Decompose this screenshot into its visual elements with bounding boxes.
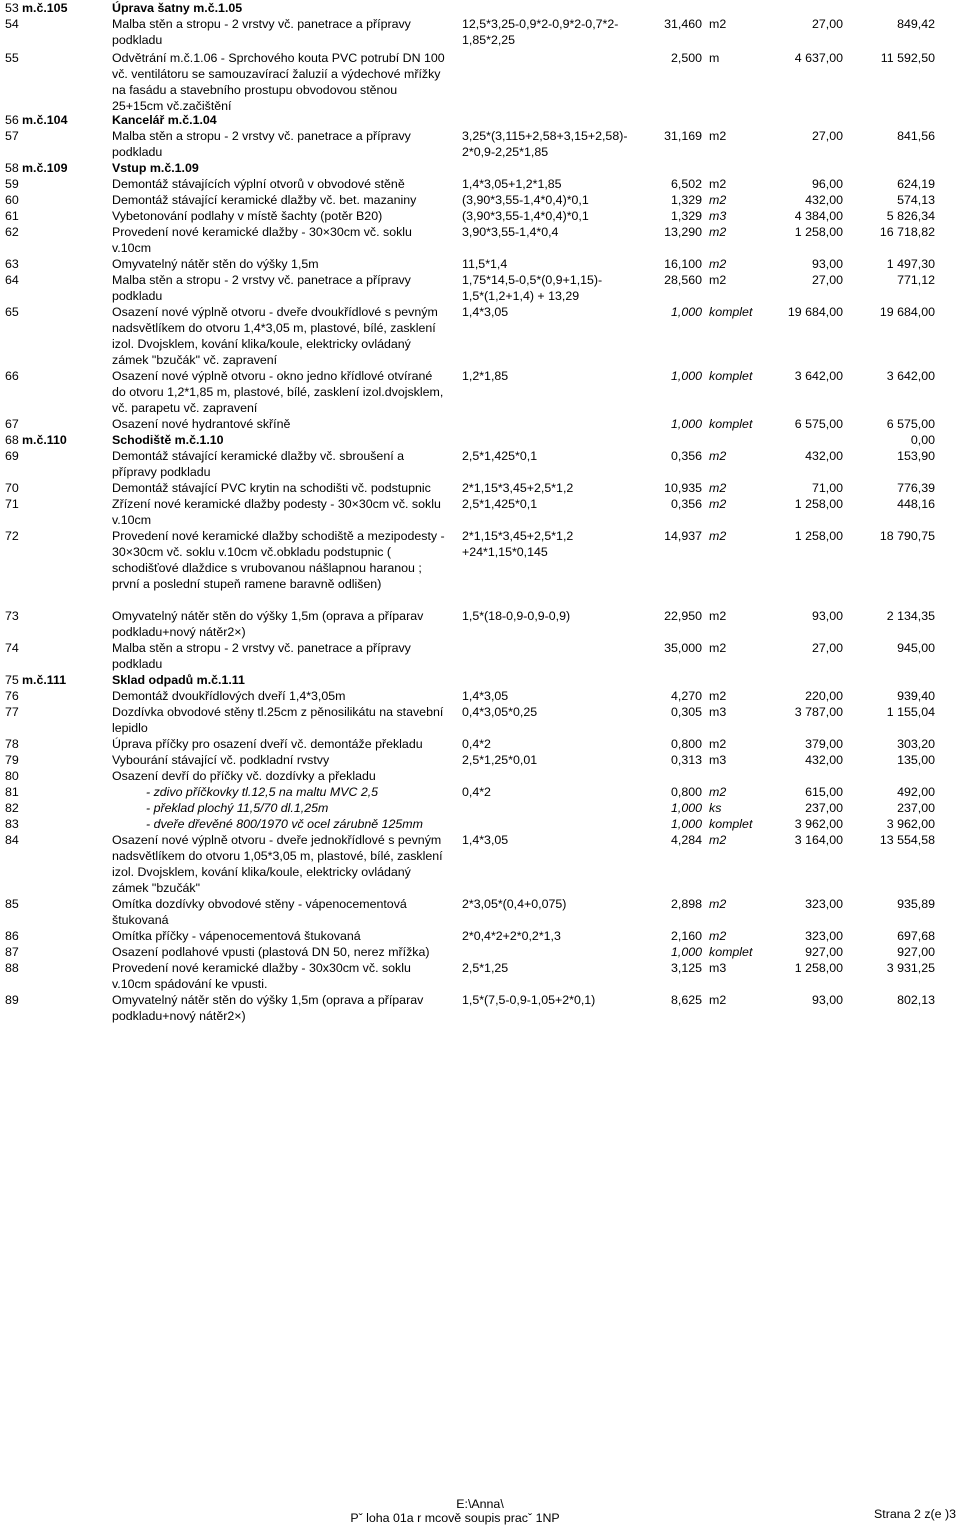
unit-price: 6 575,00 (794, 417, 843, 431)
row-number: 60 (5, 193, 19, 207)
unit: m2 (709, 273, 727, 287)
quantity: 0,356 (670, 449, 702, 463)
unit-price: 432,00 (805, 449, 843, 463)
row-number: 77 (5, 705, 19, 719)
unit: m2 (709, 529, 727, 543)
row-number: 61 (5, 209, 19, 223)
unit: m2 (709, 257, 727, 271)
unit: m2 (709, 785, 727, 799)
unit-price: 615,00 (805, 785, 843, 799)
item-description: - zdivo příčkovky tl.12,5 na maltu MVC 2,5 (146, 785, 379, 799)
quantity-formula: 1,4*3,05 (462, 833, 509, 847)
item-description: Sklad odpadů m.č.1.11 (112, 673, 245, 687)
quantity-formula: (3,90*3,55-1,4*0,4)*0,1 (462, 193, 589, 207)
row-number: 89 (5, 993, 19, 1007)
unit-price: 220,00 (805, 689, 843, 703)
quantity: 16,100 (664, 257, 702, 271)
unit-price: 379,00 (805, 737, 843, 751)
quantity-formula: 1,4*3,05+1,2*1,85 (462, 177, 562, 191)
row-number: 57 (5, 129, 19, 143)
row-number: 71 (5, 497, 19, 511)
room-code: m.č.110 (22, 433, 67, 447)
quantity: 0,356 (670, 497, 702, 511)
room-code: m.č.105 (22, 1, 68, 15)
quantity-formula: 2*0,4*2+2*0,2*1,3 (462, 929, 561, 943)
row-number: 85 (5, 897, 19, 911)
total-price: 841,56 (897, 129, 935, 143)
unit: m2 (709, 641, 727, 655)
unit: m2 (709, 129, 727, 143)
total-price: 237,00 (897, 801, 935, 815)
total-price: 448,16 (897, 497, 935, 511)
row-number: 80 (5, 769, 19, 783)
item-description: Demontáž stávajících výplní otvorů v obvodové stěně (112, 177, 405, 191)
quantity: 0,305 (670, 705, 702, 719)
total-price: 6 575,00 (886, 417, 935, 431)
unit-price: 19 684,00 (787, 305, 843, 319)
unit: m2 (709, 929, 727, 943)
unit: m2 (709, 737, 727, 751)
unit-price: 237,00 (805, 801, 843, 815)
total-price: 303,20 (897, 737, 935, 751)
item-description: Omyvatelný nátěr stěn do výšky 1,5m (oprava a příparav podkladu+nový nátěr2×) (112, 609, 424, 639)
item-description: Úprava příčky pro osazení dveří vč. demontáže překladu (112, 737, 423, 751)
unit: m2 (709, 833, 727, 847)
unit-price: 3 642,00 (794, 369, 843, 383)
unit-price: 27,00 (811, 273, 843, 287)
row-number: 59 (5, 177, 19, 191)
unit-price: 4 637,00 (794, 51, 843, 65)
quantity-formula: 2,5*1,425*0,1 (462, 497, 538, 511)
quantity-formula: 2*1,15*3,45+2,5*1,2 +24*1,15*0,145 (462, 529, 574, 559)
quantity: 4,284 (670, 833, 702, 847)
total-price: 153,90 (897, 449, 935, 463)
unit-price: 93,00 (811, 257, 843, 271)
quantity: 2,898 (670, 897, 702, 911)
row-number: 83 (5, 817, 19, 831)
row-number: 64 (5, 273, 19, 287)
row-number: 88 (5, 961, 19, 975)
row-number: 65 (5, 305, 19, 319)
unit: komplet (709, 945, 753, 959)
item-description: Vstup m.č.1.09 (112, 161, 199, 175)
total-price: 1 497,30 (886, 257, 935, 271)
total-price: 16 718,82 (879, 225, 935, 239)
unit-price: 323,00 (805, 897, 843, 911)
item-description: Demontáž dvoukřídlových dveří 1,4*3,05m (112, 689, 346, 703)
room-code: m.č.109 (22, 161, 68, 175)
total-price: 624,19 (897, 177, 935, 191)
row-number: 63 (5, 257, 19, 271)
unit-price: 4 384,00 (794, 209, 843, 223)
quantity: 6,502 (670, 177, 702, 191)
row-number: 76 (5, 689, 19, 703)
item-description: Vybourání stávající vč. podkladní rvstvy (112, 753, 330, 767)
quantity: 0,800 (670, 737, 702, 751)
total-price: 3 642,00 (886, 369, 935, 383)
unit-price: 96,00 (811, 177, 843, 191)
item-description: Omítka příčky - vápenocementová štukovaná (112, 929, 361, 943)
row-number: 69 (5, 449, 19, 463)
total-price: 2 134,35 (886, 609, 935, 623)
row-number: 82 (5, 801, 19, 815)
quantity: 31,169 (664, 129, 702, 143)
quantity-formula: 3,90*3,55-1,4*0,4 (462, 225, 559, 239)
quantity: 1,000 (670, 369, 702, 383)
row-number: 54 (5, 17, 19, 31)
total-price: 3 962,00 (886, 817, 935, 831)
unit: m2 (709, 225, 727, 239)
unit: m2 (709, 993, 727, 1007)
quantity: 0,800 (670, 785, 702, 799)
unit: m2 (709, 481, 727, 495)
item-description: Provedení nové keramické dlažby - 30×30cm vč. soklu v.10cm (112, 225, 412, 255)
item-description: Osazení nové výplně otvoru - dveře jednokřídlové s pevným nadsvětlíkem do otvoru 1,05*3,05 m, plastové, bílé, zasklení izol. Dvojsklem, kování klika/koule, elektricky ovládaný zámek "bzučák" (112, 833, 443, 895)
item-description: Osazení podlahové vpusti (plastová DN 50, nerez mřížka) (112, 945, 430, 959)
unit-price: 1 258,00 (794, 497, 843, 511)
item-description: Malba stěn a stropu - 2 vrstvy vč. panetrace a přípravy podkladu (112, 273, 411, 303)
unit-price: 71,00 (811, 481, 843, 495)
row-number: 68 (5, 433, 19, 447)
quantity-formula: 0,4*3,05*0,25 (462, 705, 538, 719)
quantity: 1,000 (670, 305, 702, 319)
item-description: Omyvatelný nátěr stěn do výšky 1,5m (112, 257, 319, 271)
quantity: 4,270 (670, 689, 702, 703)
total-price: 574,13 (897, 193, 935, 207)
item-description: Kancelář m.č.1.04 (112, 113, 217, 127)
unit-price: 93,00 (811, 609, 843, 623)
item-description: Odvětrání m.č.1.06 - Sprchového kouta PVC potrubí DN 100 vč. ventilátoru se samouzavírací žaluzií a výdechové mřížky na fasádu a stavebního prostupu obvodovou stěnou 25+15cm vč.začištění (112, 51, 445, 113)
item-description: Osazení devří do příčky vč. dozdívky a překladu (112, 769, 376, 783)
quantity-formula: 2,5*1,425*0,1 (462, 449, 538, 463)
item-description: Malba stěn a stropu - 2 vrstvy vč. panetrace a přípravy podkladu (112, 641, 411, 671)
quantity-formula: 1,2*1,85 (462, 369, 509, 383)
row-number: 73 (5, 609, 19, 623)
unit-price: 3 962,00 (794, 817, 843, 831)
total-price: 492,00 (897, 785, 935, 799)
quantity: 1,000 (670, 817, 702, 831)
item-description: - překlad plochý 11,5/70 dl.1,25m (146, 801, 329, 815)
quantity: 0,313 (670, 753, 702, 767)
unit: m (709, 51, 720, 65)
item-description: Omyvatelný nátěr stěn do výšky 1,5m (oprava a příparav podkladu+nový nátěr2×) (112, 993, 424, 1023)
quantity-formula: 11,5*1,4 (462, 257, 508, 271)
room-code: m.č.111 (22, 673, 67, 687)
row-number: 75 (5, 673, 19, 687)
total-price: 697,68 (897, 929, 935, 943)
quantity-formula: 0,4*2 (462, 785, 491, 799)
item-description: Demontáž stávající keramické dlažby vč. sbroušení a přípravy podkladu (112, 449, 404, 479)
quantity-formula: 1,75*14,5-0,5*(0,9+1,15)- 1,5*(1,2+1,4) + 13,29 (462, 273, 603, 303)
unit: m3 (709, 753, 727, 767)
total-price: 939,40 (897, 689, 935, 703)
quantity-formula: 0,4*2 (462, 737, 491, 751)
unit: m2 (709, 449, 727, 463)
unit: m2 (709, 193, 727, 207)
item-description: Zřízení nové keramické dlažby podesty - 30×30cm vč. soklu v.10cm (112, 497, 441, 527)
unit: m3 (709, 705, 727, 719)
unit-price: 1 258,00 (794, 529, 843, 543)
row-number: 70 (5, 481, 19, 495)
row-number: 81 (5, 785, 19, 799)
row-number: 72 (5, 529, 19, 543)
row-number: 56 (5, 113, 19, 127)
quantity: 28,560 (664, 273, 702, 287)
item-description: Demontáž stávající PVC krytin na schodišti vč. podstupnic (112, 481, 431, 495)
quantity: 1,000 (670, 801, 702, 815)
unit-price: 27,00 (811, 17, 843, 31)
quantity: 35,000 (664, 641, 702, 655)
item-description: Provedení nové keramické dlažby schodiště a mezipodesty - 30×30cm vč. soklu v.10cm vč.obkladu podstupnic ( schodišťové dlaždice s vrubovanou nášlapnou haranou ; první a poslední stupeň ramene baravně odlišen) (112, 529, 445, 591)
quantity-formula: 2,5*1,25 (462, 961, 509, 975)
row-number: 79 (5, 753, 19, 767)
total-price: 945,00 (897, 641, 935, 655)
unit: m3 (709, 209, 727, 223)
quantity: 3,125 (670, 961, 702, 975)
quantity: 1,000 (670, 945, 702, 959)
unit: komplet (709, 417, 753, 431)
unit-price: 3 164,00 (794, 833, 843, 847)
item-description: Osazení nové hydrantové skříně (112, 417, 291, 431)
item-description: Dozdívka obvodové stěny tl.25cm z pěnosilikátu na stavební lepidlo (112, 705, 444, 735)
total-price: 771,12 (897, 273, 935, 287)
quantity-formula: 3,25*(3,115+2,58+3,15+2,58)- 2*0,9-2,25*1,85 (462, 129, 628, 159)
quantity-formula: 2*1,15*3,45+2,5*1,2 (462, 481, 574, 495)
total-price: 849,42 (897, 17, 935, 31)
quantity: 14,937 (664, 529, 702, 543)
unit-price: 3 787,00 (794, 705, 843, 719)
total-price: 0,00 (910, 433, 935, 447)
quantity-formula: 1,5*(18-0,9-0,9-0,9) (462, 609, 571, 623)
row-number: 78 (5, 737, 19, 751)
total-price: 5 826,34 (886, 209, 935, 223)
quantity: 1,329 (670, 209, 702, 223)
item-description: Úprava šatny m.č.1.05 (112, 1, 243, 15)
quantity: 22,950 (664, 609, 702, 623)
item-description: - dveře dřevěné 800/1970 vč ocel zárubně 125mm (146, 817, 423, 831)
row-number: 62 (5, 225, 19, 239)
item-description: Malba stěn a stropu - 2 vrstvy vč. panetrace a přípravy podkladu (112, 17, 411, 47)
row-number: 58 (5, 161, 19, 175)
unit-price: 93,00 (811, 993, 843, 1007)
unit: m2 (709, 497, 727, 511)
page-footer (0, 1497, 960, 1526)
row-number: 74 (5, 641, 19, 655)
quantity-formula: (3,90*3,55-1,4*0,4)*0,1 (462, 209, 589, 223)
quantity: 2,160 (670, 929, 702, 943)
room-code: m.č.104 (22, 113, 68, 127)
unit: komplet (709, 369, 753, 383)
quantity-formula: 1,5*(7,5-0,9-1,05+2*0,1) (462, 993, 596, 1007)
row-number: 53 (5, 1, 19, 15)
total-price: 776,39 (897, 481, 935, 495)
total-price: 13 554,58 (879, 833, 935, 847)
unit-price: 27,00 (811, 129, 843, 143)
item-description: Provedení nové keramické dlažby - 30x30cm vč. soklu v.10cm spádování ke vpusti. (112, 961, 411, 991)
item-description: Omítka dozdívky obvodové stěny - vápenocementová štukovaná (112, 897, 407, 927)
unit: ks (709, 801, 722, 815)
unit-price: 1 258,00 (794, 961, 843, 975)
row-number: 66 (5, 369, 19, 383)
total-price: 802,13 (897, 993, 935, 1007)
unit: m2 (709, 609, 727, 623)
quantity-formula: 2,5*1,25*0,01 (462, 753, 538, 767)
item-description: Vybetonování podlahy v místě šachty (potěr B20) (112, 209, 383, 223)
unit-price: 27,00 (811, 641, 843, 655)
quantity: 1,329 (670, 193, 702, 207)
item-description: Osazení nové výplně otvoru - okno jedno křídlové otvírané do otvoru 1,2*1,85 m, plastové, bílé, zasklení izol.dvojsklem, vč. parapetu vč. zapravení (112, 369, 444, 415)
row-number: 87 (5, 945, 19, 959)
quantity-formula: 1,4*3,05 (462, 689, 509, 703)
quantity-formula: 2*3,05*(0,4+0,075) (462, 897, 567, 911)
unit-price: 432,00 (805, 753, 843, 767)
quantity-formula: 12,5*3,25-0,9*2-0,9*2-0,7*2- 1,85*2,25 (462, 17, 619, 47)
row-number: 67 (5, 417, 19, 431)
quantity-formula: 1,4*3,05 (462, 305, 509, 319)
unit: m2 (709, 17, 727, 31)
footer-page-number: Strana 2 z(e )3 (874, 1507, 956, 1521)
quantity: 10,935 (664, 481, 702, 495)
item-description: Demontáž stávající keramické dlažby vč. bet. mazaniny (112, 193, 417, 207)
unit: m2 (709, 177, 727, 191)
row-number: 86 (5, 929, 19, 943)
unit-price: 432,00 (805, 193, 843, 207)
quantity: 8,625 (670, 993, 702, 1007)
total-price: 935,89 (897, 897, 935, 911)
row-number: 55 (5, 51, 19, 65)
unit-price: 1 258,00 (794, 225, 843, 239)
total-price: 927,00 (897, 945, 935, 959)
total-price: 18 790,75 (879, 529, 935, 543)
unit-price: 927,00 (805, 945, 843, 959)
unit: m2 (709, 897, 727, 911)
total-price: 135,00 (897, 753, 935, 767)
quantity: 31,460 (664, 17, 702, 31)
row-number: 84 (5, 833, 19, 847)
footer-title: Pˇ loha 01a r mcově soupis pracˇ 1NP (350, 1511, 560, 1525)
quantity: 1,000 (670, 417, 702, 431)
item-description: Osazení nové výplně otvoru - dveře dvoukřídlové s pevným nadsvětlíkem do otvoru 1,4*3,05 m, plastové, bílé, zasklení izol. Dvojsklem, kování klika/koule, elektricky ovládaný zámek "bzučák" vč. zapravení (112, 305, 438, 367)
unit-price: 323,00 (805, 929, 843, 943)
unit: m2 (709, 689, 727, 703)
unit: komplet (709, 305, 753, 319)
item-description: Malba stěn a stropu - 2 vrstvy vč. panetrace a přípravy podkladu (112, 129, 411, 159)
quantity: 13,290 (664, 225, 702, 239)
total-price: 3 931,25 (886, 961, 935, 975)
total-price: 1 155,04 (886, 705, 935, 719)
item-description: Schodiště m.č.1.10 (112, 433, 224, 447)
total-price: 11 592,50 (880, 51, 935, 65)
total-price: 19 684,00 (879, 305, 935, 319)
unit: komplet (709, 817, 753, 831)
footer-path: E:\Anna\ (456, 1497, 504, 1511)
unit: m3 (709, 961, 727, 975)
quantity: 2,500 (670, 51, 702, 65)
